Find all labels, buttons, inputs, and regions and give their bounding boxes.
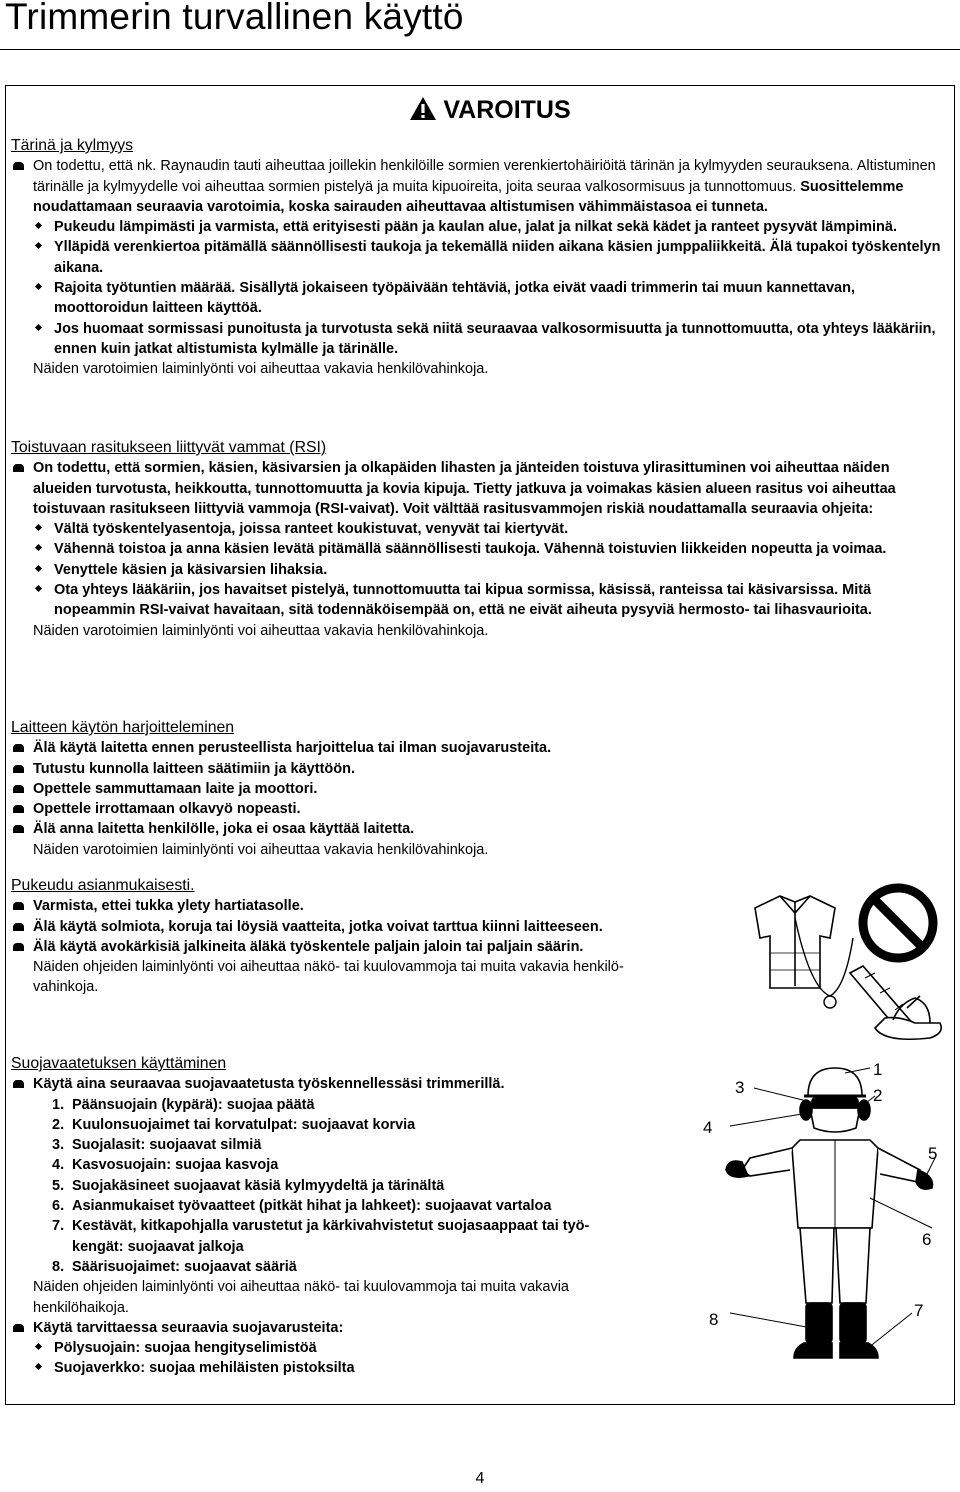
list-item: Varmista, ettei tukka ylety hartiatasolle.: [11, 896, 949, 916]
list-item: Opettele sammuttamaan laite ja moottori.: [11, 779, 949, 799]
section-title: Toistuvaan rasitukseen liittyvät vammat (RSI): [11, 439, 327, 456]
bullet-item: Ylläpidä verenkiertoa pitämällä säännöllisesti taukoja ja tekemällä niiden aikana käsien jumppaliikkeitä. Älä tupakoi työskentelyn aikana.: [11, 237, 949, 278]
callout-label: 4: [703, 1118, 713, 1137]
list-item: Tutustu kunnolla laitteen säätimiin ja käyttöön.: [11, 759, 949, 779]
boot-icon: [794, 1343, 832, 1358]
numbered-item: 7. Kestävät, kitkapohjalla varustetut ja kärkivahvistetut suojasaappaat tai työ-: [52, 1218, 590, 1235]
prohibited-items-illustration: [735, 878, 950, 1043]
list-item: On todettu, että nk. Raynaudin tauti aiheuttaa joillekin henkilöille sormien verenkiertohäiriöitä tärinän ja kylmyyden seurauksena. Altistuminen tärinälle ja kylmyydelle voi aiheuttaa sormien pistelyä ja muita kipuoireita, joita seuraa valkosormisuus ja tunnottomuus. Suosittelemme noudattamaan seuraavia varotoimia, koska sairauden aiheuttavaa altistumisen vähimmäistasoa ei tunneta.: [11, 156, 949, 217]
list-item: Älä anna laitetta henkilölle, joka ei osaa käyttää laitetta.: [11, 819, 949, 839]
note: Näiden varotoimien laiminlyönti voi aiheuttaa vakavia henkilövahinkoja.: [33, 361, 489, 378]
helmet-icon: [808, 1068, 862, 1096]
list-item: Älä käytä avokärkisiä jalkineita äläkä työskentele paljain jaloin tai paljain säärin.: [11, 937, 949, 957]
bullet-item: Vähennä toistoa ja anna käsien levätä pitämällä säännöllisesti taukoja. Vähennä toistuvien liikkeiden nopeutta ja voimaa.: [11, 539, 949, 559]
protective-gear-illustration: [720, 1058, 955, 1388]
section-title: Laitteen käytön harjoitteleminen: [11, 719, 235, 736]
callout-label: 1: [873, 1060, 883, 1079]
numbered-item: 5. Suojakäsineet suojaavat käsiä kylmyydeltä ja tärinältä: [52, 1177, 445, 1194]
vibration-section: [11, 136, 949, 380]
bullet-item: Pölysuojain: suojaa hengityselimistöä: [11, 1338, 701, 1358]
callout-label: 3: [735, 1078, 745, 1097]
note-line: Näiden ohjeiden laiminlyönti voi aiheuttaa näkö- tai kuulovammoja tai muita vakavia: [33, 1279, 569, 1296]
note-line: Näiden ohjeiden laiminlyönti voi aiheuttaa näkö- tai kuulovammoja tai muita vakavia henkilö-: [33, 959, 624, 976]
note: Näiden varotoimien laiminlyönti voi aiheuttaa vakavia henkilövahinkoja.: [33, 841, 489, 858]
bullet-item: Vältä työskentelyasentoja, joissa ranteet koukistuvat, venyvät tai kiertyvät.: [11, 519, 949, 539]
callout-label: 8: [709, 1310, 719, 1329]
shirt-icon: [755, 896, 835, 988]
numbered-item: 6. Asianmukaiset työvaatteet (pitkät hihat ja lahkeet): suojaavat vartaloa: [52, 1198, 552, 1215]
list-item: On todettu, että sormien, käsien, käsivarsien ja olkapäiden lihasten ja jänteiden toistuva ylirasittuminen voi aiheuttaa näiden alueiden turvotusta, heikkoutta, tunnottomuutta ja kovia kipuja. Tietty jatkuva ja voimakas käsien alueen rasitus voi aiheuttaa toistuvaan rasitukseen liittyviä vammoja (RSI-vaivat). Voit välttää rasitusvammojen riskiä noudattamalla seuraavia ohjeita:: [11, 458, 949, 519]
glove-icon: [726, 1161, 748, 1177]
practice-section: [11, 718, 949, 860]
bullet-item: Rajoita työtuntien määrää. Sisällytä jokaiseen työpäivään tehtäviä, jotka eivät vaadi trimmerin tai muun kannettavan, moottoroidun laitteen käyttöä.: [11, 278, 949, 319]
list-item: Käytä aina seuraavaa suojavaatetusta työskennellessäsi trimmerillä.: [11, 1074, 701, 1094]
callout-label: 5: [928, 1144, 938, 1163]
numbered-item: 2. Kuulonsuojaimet tai korvatulpat: suojaavat korvia: [52, 1116, 416, 1133]
callout-label: 6: [922, 1230, 932, 1249]
note-line: henkilöhaikoja.: [33, 1299, 129, 1316]
rsi-section: [11, 438, 949, 641]
shin-guard-icon: [806, 1303, 832, 1343]
section-title: Suojavaatetuksen käyttäminen: [11, 1055, 227, 1072]
face-shield-icon: [810, 1108, 860, 1132]
list-item: Käytä tarvittaessa seuraavia suojavarusteita:: [11, 1318, 701, 1338]
callout-label: 7: [914, 1301, 924, 1320]
bullet-item: Ota yhteys lääkäriin, jos havaitset pistelyä, tunnottomuutta tai kipua sormissa, käsissä, ranteissa tai käsivarsissa. Mitä nopeammin RSI-vaivat havaitaan, sitä todennäköisempää on, että ne eivät aiheuta pysyviä hermosto- tai lihasvaurioita.: [11, 580, 949, 621]
ear-muff-icon: [800, 1100, 812, 1120]
numbered-item: 8. Säärisuojaimet: suojaavat sääriä: [52, 1258, 297, 1275]
note-line: vahinkoja.: [33, 979, 99, 996]
title-rule: [0, 49, 960, 50]
list-item: Opettele irrottamaan olkavyö nopeasti.: [11, 799, 949, 819]
page-number: 4: [475, 1470, 485, 1487]
bullet-item: Pukeudu lämpimästi ja varmista, että erityisesti pään ja kaulan alue, jalat ja nilkat sekä kädet ja ranteet pysyvät lämpiminä.: [11, 217, 949, 237]
numbered-item-continuation: kengät: suojaavat jalkoja: [72, 1238, 244, 1255]
warning-label: VAROITUS: [443, 96, 571, 124]
safety-glasses-icon: [812, 1098, 858, 1108]
callout-label: 2: [873, 1086, 883, 1105]
note: Näiden varotoimien laiminlyönti voi aiheuttaa vakavia henkilövahinkoja.: [33, 622, 489, 639]
warning-triangle-icon: [409, 96, 437, 121]
bullet-item: Jos huomaat sormissasi punoitusta ja turvotusta sekä niitä seuraavaa valkosormisuutta ja tunnottomuutta, ota yhteys lääkäriin, ennen kuin jatkat altistumista kylmälle ja tärinälle.: [11, 319, 949, 360]
section-title: Tärinä ja kylmyys: [11, 137, 134, 154]
bullet-item: Suojaverkko: suojaa mehiläisten pistoksilta: [11, 1358, 701, 1378]
page-title: Trimmerin turvallinen käyttö: [5, 0, 464, 37]
warning-heading: [0, 96, 960, 125]
protective-section: [11, 1054, 701, 1379]
numbered-item: 4. Kasvosuojain: suojaa kasvoja: [52, 1157, 279, 1174]
numbered-item: 3. Suojalasit: suojaavat silmiä: [52, 1137, 262, 1154]
prohibition-icon: [863, 888, 933, 958]
bullet-item: Venyttele käsien ja käsivarsien lihaksia.: [11, 560, 949, 580]
list-item: Älä käytä solmiota, koruja tai löysiä vaatteita, jotka voivat tarttua kiinni laitteeseen.: [11, 917, 949, 937]
list-item: Älä käytä laitetta ennen perusteellista harjoittelua tai ilman suojavarusteita.: [11, 738, 949, 758]
section-title: Pukeudu asianmukaisesti.: [11, 877, 195, 894]
numbered-item: 1. Päänsuojain (kypärä): suojaa päätä: [52, 1096, 315, 1113]
